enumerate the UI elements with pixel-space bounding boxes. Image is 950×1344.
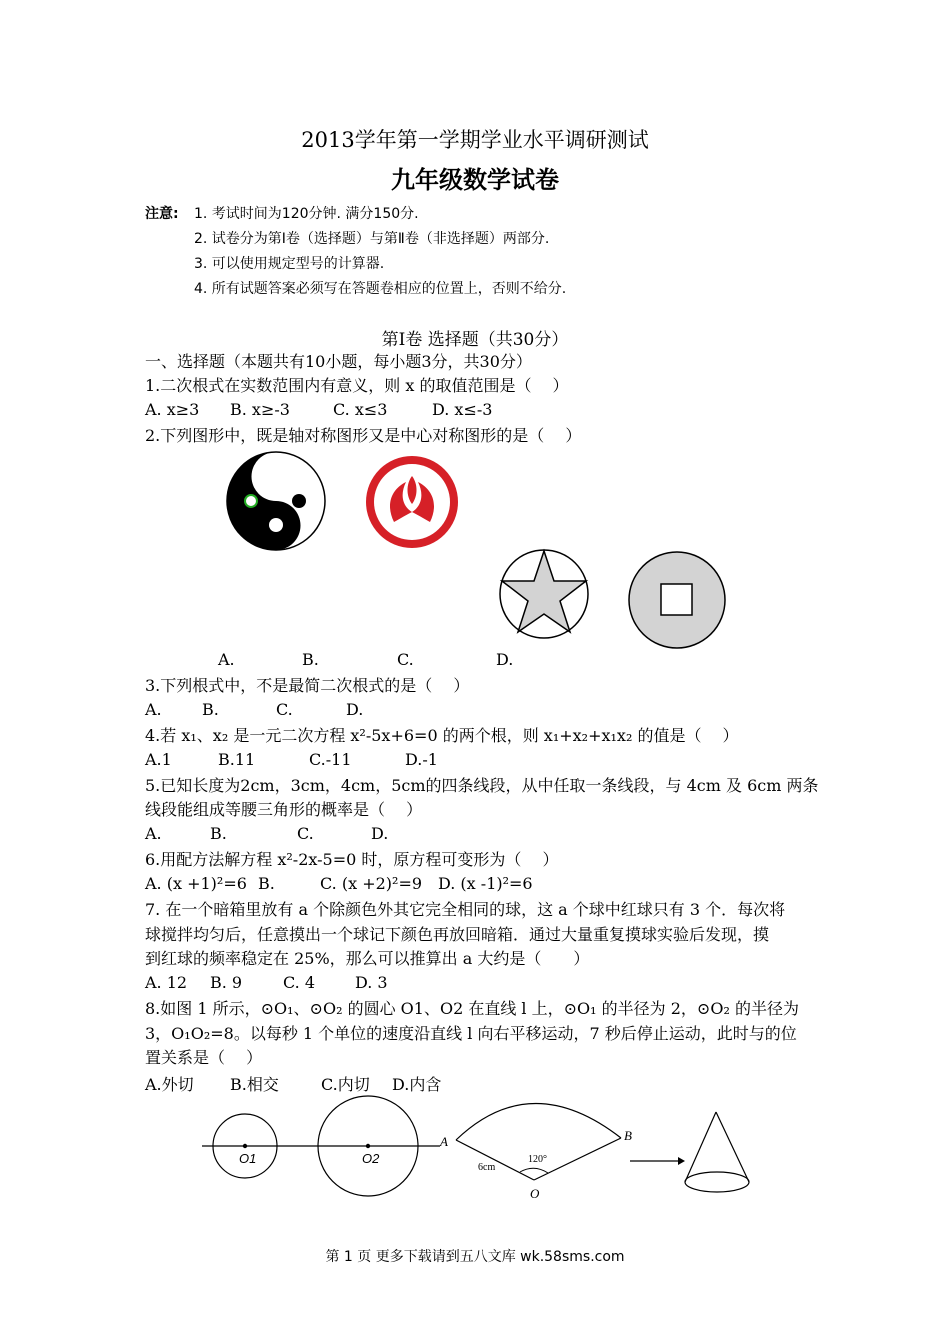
note-item: 4. 所有试题答案必须写在答题卷相应的位置上，否则不给分.	[194, 281, 567, 297]
q2-option-d: D.	[496, 650, 514, 669]
question-5-stem-line2: 线段能组成等腰三角形的概率是（ ）	[145, 800, 423, 819]
question-8-stem-line3: 置关系是（ ）	[145, 1048, 263, 1067]
q6-option-a: A. (x +1)²=6	[145, 874, 247, 893]
exam-title: 2013学年第一学期学业水平调研测试	[301, 128, 649, 152]
q3-option-b: B.	[202, 700, 219, 719]
label-o2: O2	[362, 1151, 380, 1166]
q1-option-d: D. x≤-3	[432, 400, 493, 419]
q5-option-b: B.	[210, 824, 227, 843]
q1-option-a: A. x≥3	[145, 400, 200, 419]
q6-option-d: D. (x -1)²=6	[438, 874, 533, 893]
question-6-stem: 6.用配方法解方程 x²-2x-5=0 时，原方程可变形为（ ）	[145, 850, 559, 869]
two-circles-figure	[200, 1095, 440, 1190]
question-4-stem: 4.若 x₁、x₂ 是一元二次方程 x²-5x+6=0 的两个根，则 x₁+x₂+x₁x₂ 的值是（ ）	[145, 726, 739, 745]
label-a: A	[440, 1134, 448, 1149]
question-8-stem-line1: 8.如图 1 所示，⊙O₁、⊙O₂ 的圆心 O1、O2 在直线 l 上，⊙O₁ 的半径为 2，⊙O₂ 的半径为	[145, 999, 799, 1018]
note-item: 2. 试卷分为第Ⅰ卷（选择题）与第Ⅱ卷（非选择题）两部分.	[194, 231, 550, 247]
q2-option-a: A.	[218, 650, 235, 669]
q3-option-c: C.	[276, 700, 293, 719]
arrow-right-icon	[630, 1155, 685, 1167]
coin-figure	[627, 550, 727, 650]
question-7-stem-line2: 球搅拌均匀后，任意摸出一个球记下颜色再放回暗箱．通过大量重复摸球实验后发现，摸	[145, 925, 770, 944]
q1-option-b: B. x≥-3	[230, 400, 290, 419]
section-title: 第Ⅰ卷 选择题（共30分）	[381, 330, 569, 350]
q8-option-a: A.外切	[145, 1075, 194, 1094]
page-footer: 第 1 页 更多下载请到五八文库 wk.58sms.com	[325, 1249, 625, 1265]
label-radius: 6cm	[478, 1162, 496, 1173]
note-item: 1. 考试时间为120分钟. 满分150分.	[194, 206, 419, 222]
q4-option-d: D.-1	[405, 750, 438, 769]
q4-option-b: B.11	[218, 750, 256, 769]
q8-option-c: C.内切	[321, 1075, 370, 1094]
q6-option-b: B.	[258, 874, 275, 893]
q7-option-b: B. 9	[210, 973, 243, 992]
q7-option-d: D. 3	[355, 973, 388, 992]
label-o: O	[530, 1186, 540, 1201]
cone-figure	[682, 1108, 754, 1198]
q5-option-a: A.	[145, 824, 162, 843]
yin-yang-figure	[226, 451, 326, 551]
q8-option-b: B.相交	[230, 1075, 279, 1094]
star-in-circle-figure	[498, 548, 590, 640]
q1-option-c: C. x≤3	[333, 400, 388, 419]
q6-option-c: C. (x +2)²=9	[320, 874, 423, 893]
label-angle: 120°	[528, 1154, 547, 1165]
q7-option-a: A. 12	[145, 973, 188, 992]
question-1-stem: 1.二次根式在实数范围内有意义，则 x 的取值范围是（ ）	[145, 376, 569, 395]
red-logo-figure	[364, 454, 460, 550]
question-7-stem-line3: 到红球的频率稳定在 25%，那么可以推算出 a 大约是（ ）	[145, 949, 590, 968]
q3-option-a: A.	[145, 700, 162, 719]
q7-option-c: C. 4	[283, 973, 316, 992]
label-o1: O1	[239, 1151, 257, 1166]
q5-option-c: C.	[297, 824, 314, 843]
q4-option-c: C.-11	[309, 750, 352, 769]
notes-label: 注意:	[145, 206, 179, 222]
q2-option-c: C.	[397, 650, 414, 669]
question-8-stem-line2: 3，O₁O₂=8。以每秒 1 个单位的速度沿直线 l 向右平移运动，7 秒后停止运动，此时与的位	[145, 1024, 797, 1043]
section-intro: 一、选择题（本题共有10小题，每小题3分，共30分）	[145, 352, 532, 371]
question-2-stem: 2.下列图形中，既是轴对称图形又是中心对称图形的是（ ）	[145, 426, 582, 445]
q8-option-d: D.内含	[392, 1075, 442, 1094]
q4-option-a: A.1	[145, 750, 172, 769]
q3-option-d: D.	[346, 700, 364, 719]
q2-option-b: B.	[302, 650, 319, 669]
exam-subtitle: 九年级数学试卷	[391, 165, 559, 194]
sector-figure	[436, 1088, 646, 1203]
q5-option-d: D.	[371, 824, 389, 843]
label-b: B	[624, 1128, 632, 1143]
question-7-stem-line1: 7. 在一个暗箱里放有 a 个除颜色外其它完全相同的球，这 a 个球中红球只有 3 个．每次将	[145, 900, 786, 919]
question-5-stem-line1: 5.已知长度为2cm，3cm，4cm，5cm的四条线段，从中任取一条线段，与 4cm 及 6cm 两条	[145, 776, 819, 795]
question-3-stem: 3.下列根式中，不是最简二次根式的是（ ）	[145, 676, 470, 695]
note-item: 3. 可以使用规定型号的计算器.	[194, 256, 385, 272]
